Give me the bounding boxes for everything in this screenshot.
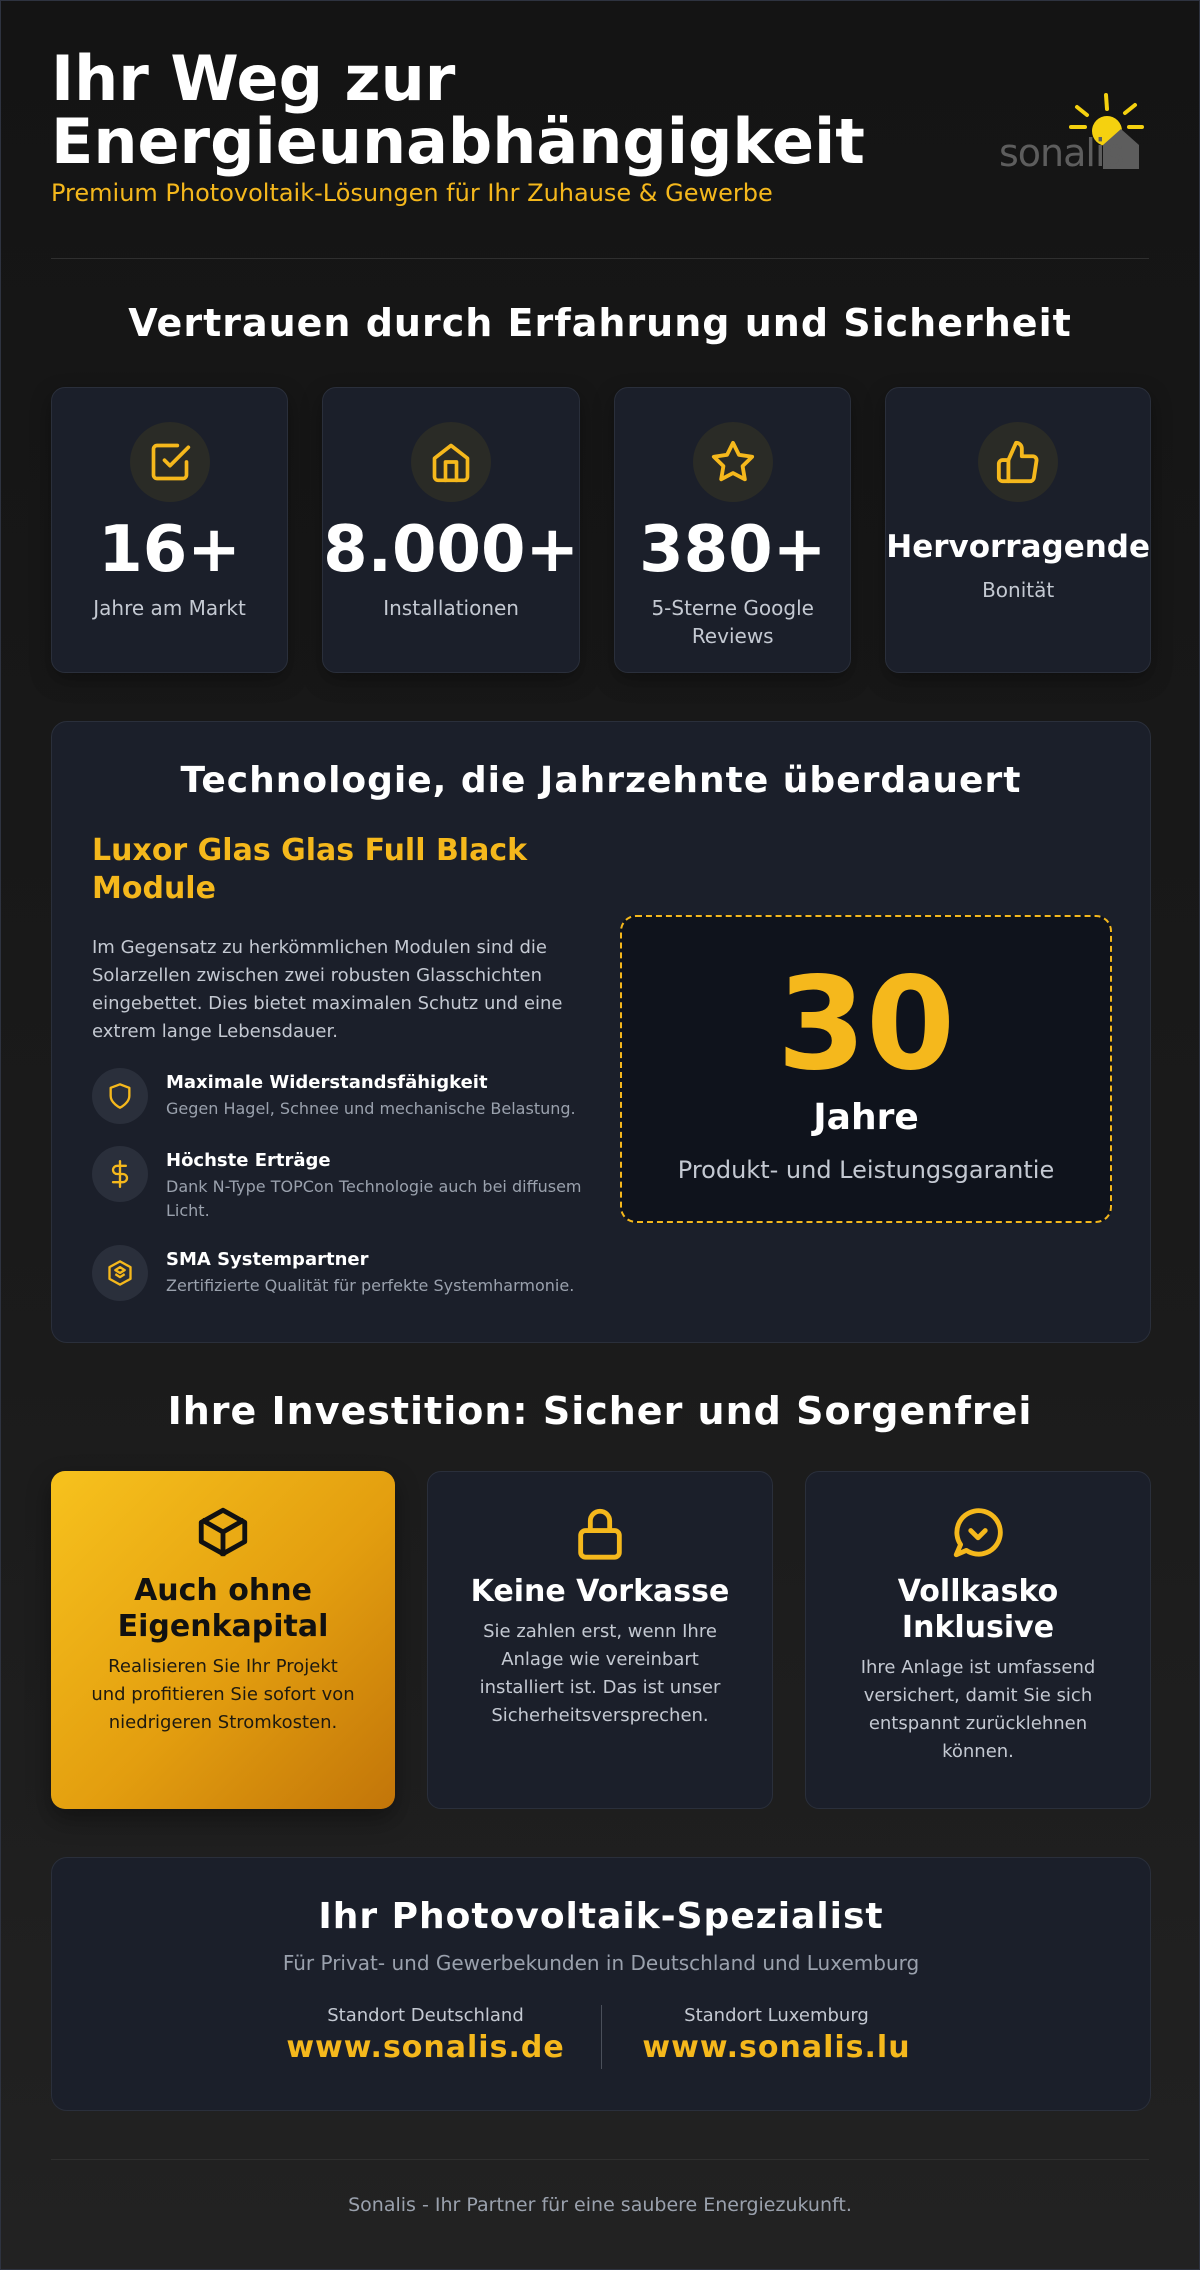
thumbs-up-icon bbox=[978, 422, 1058, 502]
card-title: Auch ohne Eigenkapital bbox=[117, 1573, 329, 1644]
module-title: Luxor Glas Glas Full Black Module bbox=[92, 833, 528, 906]
invest-cards bbox=[51, 1471, 1151, 1809]
specialist-title: Ihr Photovoltaik-Spezialist bbox=[318, 1896, 884, 1937]
card-title: Vollkasko Inklusive bbox=[897, 1574, 1059, 1645]
stat-card-installations bbox=[322, 387, 580, 673]
feature-item bbox=[92, 1146, 592, 1223]
feature-title: Höchste Erträge bbox=[166, 1150, 331, 1171]
specialist-section bbox=[51, 1857, 1151, 2111]
stat-label: Installationen bbox=[383, 596, 519, 620]
logo-text: sonalis bbox=[999, 131, 1124, 175]
card-title: Keine Vorkasse bbox=[470, 1574, 730, 1609]
check-square-icon bbox=[130, 422, 210, 502]
footer bbox=[51, 2159, 1149, 2216]
feature-title: SMA Systempartner bbox=[166, 1249, 369, 1270]
location-luxembourg bbox=[602, 2005, 952, 2069]
location-label: Standort Luxemburg bbox=[684, 2005, 869, 2026]
home-icon bbox=[411, 422, 491, 502]
trust-section-title: Vertrauen durch Erfahrung und Sicherheit bbox=[128, 301, 1072, 345]
stat-value: Hervorragende bbox=[886, 529, 1151, 565]
star-icon bbox=[693, 422, 773, 502]
website-link-de[interactable]: www.sonalis.de bbox=[286, 2030, 565, 2065]
card-no-equity bbox=[51, 1471, 395, 1809]
guarantee-label: Produkt- und Leistungsgarantie bbox=[677, 1156, 1055, 1184]
website-link-lu[interactable]: www.sonalis.lu bbox=[642, 2030, 911, 2065]
feature-item bbox=[92, 1068, 592, 1124]
location-label: Standort Deutschland bbox=[327, 2005, 524, 2026]
tech-details bbox=[92, 832, 592, 1301]
stat-card-years bbox=[51, 387, 288, 673]
stat-value: 380+ bbox=[639, 513, 827, 587]
feature-desc: Zertifizierte Qualität für perfekte Systemharmonie. bbox=[166, 1276, 575, 1295]
page-title: Ihr Weg zur Energieunabhängigkeit bbox=[51, 42, 865, 178]
stat-card-reviews bbox=[614, 387, 851, 673]
shield-icon bbox=[92, 1068, 148, 1124]
guarantee-years-number: 30 bbox=[776, 950, 956, 1099]
feature-title: Maximale Widerstandsfähigkeit bbox=[166, 1072, 488, 1093]
stat-label: Bonität bbox=[982, 578, 1055, 602]
footer-text: Sonalis - Ihr Partner für eine saubere Energiezukunft. bbox=[348, 2194, 852, 2216]
technology-section bbox=[51, 721, 1151, 1343]
header bbox=[51, 1, 1149, 259]
lock-icon bbox=[571, 1547, 629, 1566]
feature-item bbox=[92, 1245, 592, 1301]
specialist-subtitle: Für Privat- und Gewerbekunden in Deutschland und Luxemburg bbox=[282, 1951, 920, 1975]
box-icon bbox=[194, 1546, 252, 1565]
guarantee-unit: Jahre bbox=[813, 1097, 919, 1138]
stats-row bbox=[51, 387, 1151, 673]
locations bbox=[52, 2005, 1150, 2069]
stat-card-rating bbox=[885, 387, 1151, 673]
stat-value: 16+ bbox=[98, 513, 241, 587]
stat-label: 5-Sterne Google Reviews bbox=[651, 596, 814, 648]
invest-section-title: Ihre Investition: Sicher und Sorgenfrei bbox=[167, 1389, 1033, 1433]
module-description: Im Gegensatz zu herkömmlichen Modulen sind die Solarzellen zwischen zwei robusten Glasschichten eingebettet. Dies bietet maximalen Schutz und eine extrem lange Lebensdauer. bbox=[92, 937, 563, 1042]
card-desc: Ihre Anlage ist umfassend versichert, damit Sie sich entspannt zurücklehnen können. bbox=[860, 1657, 1096, 1762]
sonalis-logo[interactable] bbox=[999, 89, 1149, 175]
feature-desc: Dank N-Type TOPCon Technologie auch bei diffusem Licht. bbox=[166, 1177, 582, 1220]
card-insurance bbox=[805, 1471, 1151, 1809]
stat-label: Jahre am Markt bbox=[93, 596, 246, 620]
hexagon-icon bbox=[92, 1245, 148, 1301]
card-desc: Sie zahlen erst, wenn Ihre Anlage wie vereinbart installiert ist. Das ist unser Sicherheitsversprechen. bbox=[479, 1621, 721, 1726]
stat-value: 8.000+ bbox=[323, 513, 580, 587]
guarantee-box bbox=[620, 915, 1112, 1223]
feature-desc: Gegen Hagel, Schnee und mechanische Belastung. bbox=[166, 1099, 576, 1118]
dollar-icon bbox=[92, 1146, 148, 1202]
card-no-prepayment bbox=[427, 1471, 773, 1809]
location-germany bbox=[251, 2005, 601, 2069]
chat-check-icon bbox=[949, 1547, 1007, 1566]
page-subtitle: Premium Photovoltaik-Lösungen für Ihr Zuhause & Gewerbe bbox=[51, 179, 773, 207]
card-desc: Realisieren Sie Ihr Projekt und profitieren Sie sofort von niedrigeren Stromkosten. bbox=[91, 1656, 355, 1733]
tech-section-title: Technologie, die Jahrzehnte überdauert bbox=[180, 760, 1022, 801]
